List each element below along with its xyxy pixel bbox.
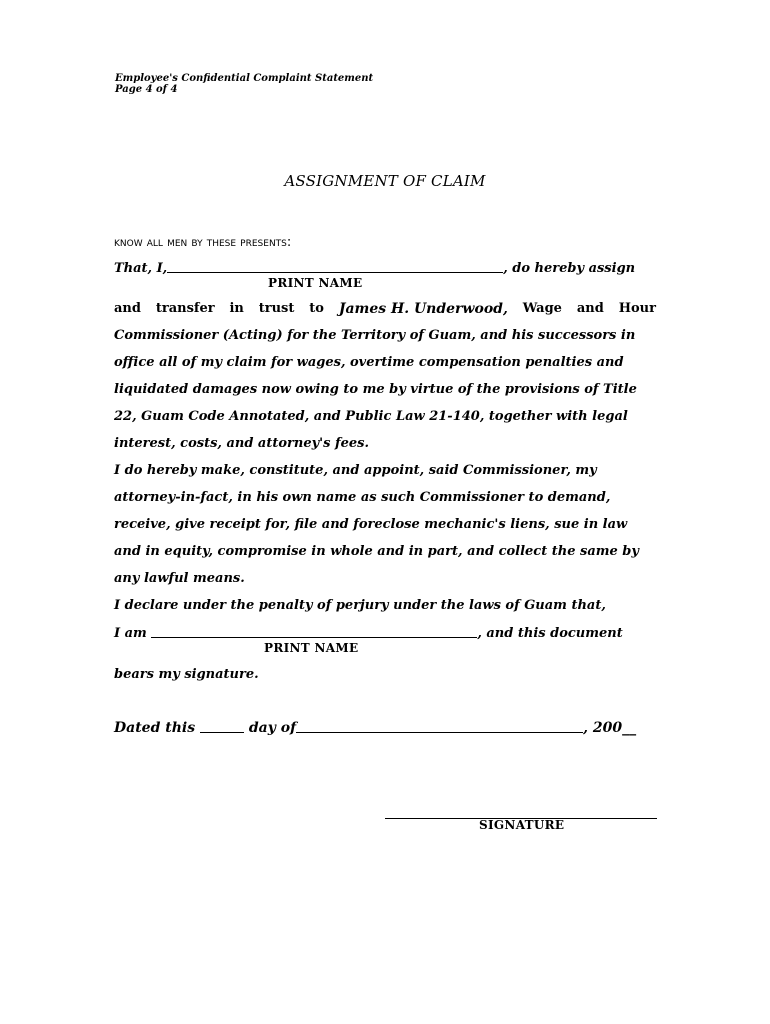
paragraph1-line6: interest, costs, and attorney's fees. <box>114 436 369 451</box>
word: and <box>576 301 604 316</box>
that-prefix: That, I, <box>114 261 168 276</box>
paragraph2-line2: attorney-in-fact, in his own name as such Commissioner to demand, <box>114 490 611 505</box>
paragraph2-line4: and in equity, compromise in whole and in part, and collect the same by <box>114 544 639 559</box>
month-field[interactable] <box>296 731 583 733</box>
word: to <box>309 301 324 316</box>
signature-caption: SIGNATURE <box>479 818 565 832</box>
header-title: Employee's Confidential Complaint Statement <box>115 73 374 84</box>
word: Hour <box>618 301 656 316</box>
dated-line <box>114 720 636 736</box>
word: Wage <box>522 301 562 316</box>
year-label: , 200__ <box>583 720 637 736</box>
paragraph2-line1: I do hereby make, constitute, and appoint, said Commissioner, my <box>114 463 597 478</box>
paragraph2-line3: receive, give receipt for, file and foreclose mechanic's liens, sue in law <box>114 517 628 532</box>
bears-signature-text: bears my signature. <box>114 667 259 682</box>
header-page-number: Page 4 of 4 <box>115 84 178 95</box>
print-name-field-2[interactable] <box>151 636 477 638</box>
paragraph1-line1 <box>114 301 656 317</box>
word: transfer <box>155 301 215 316</box>
word: trust <box>258 301 295 316</box>
commissioner-name: James H. Underwood, <box>338 301 508 317</box>
know-all-men-text: know all men by these presents: <box>114 235 292 250</box>
document-title: ASSIGNMENT OF CLAIM <box>284 172 486 190</box>
paragraph1-line3: office all of my claim for wages, overtime compensation penalties and <box>114 355 624 370</box>
print-name-field-1[interactable] <box>167 271 503 273</box>
paragraph1-line5: 22, Guam Code Annotated, and Public Law 21-140, together with legal <box>114 409 628 424</box>
paragraph1-line4: liquidated damages now owing to me by virtue of the provisions of Title <box>114 382 637 397</box>
paragraph1-line2: Commissioner (Acting) for the Territory of Guam, and his successors in <box>114 328 636 343</box>
that-line <box>114 261 635 276</box>
that-suffix: , do hereby assign <box>503 261 636 276</box>
day-field[interactable] <box>200 731 244 733</box>
dated-this-label: Dated this <box>114 720 196 736</box>
day-of-label: day of <box>248 720 297 736</box>
print-name-caption-1: PRINT NAME <box>268 276 363 290</box>
paragraph2-line5: any lawful means. <box>114 571 245 586</box>
word: in <box>229 301 244 316</box>
i-am-prefix: I am <box>114 626 147 641</box>
i-am-line <box>114 626 623 641</box>
declaration-text: I declare under the penalty of perjury under the laws of Guam that, <box>114 598 606 613</box>
i-am-suffix: , and this document <box>477 626 623 641</box>
word: and <box>114 301 141 316</box>
print-name-caption-2: PRINT NAME <box>264 641 359 655</box>
